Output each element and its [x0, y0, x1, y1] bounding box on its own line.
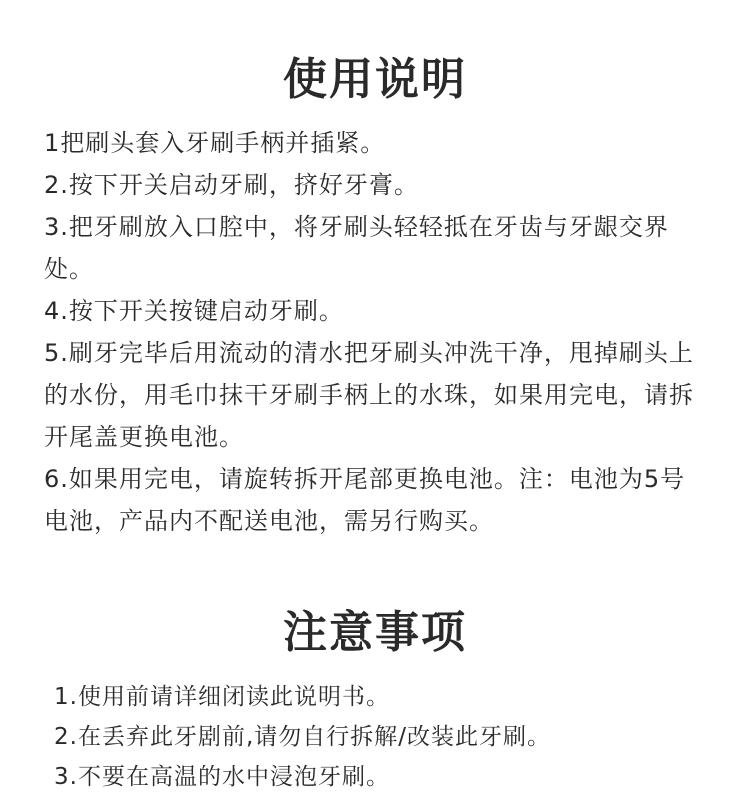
usage-step-4: 4.按下开关按键启动牙刷。: [44, 297, 344, 325]
note-item-1: 1.使用前请详细闭读此说明书。: [54, 684, 390, 710]
usage-step-3: 3.把牙刷放入口腔中，将牙刷头轻轻抵在牙齿与牙龈交界处。: [44, 213, 669, 283]
usage-step-2: 2.按下开关启动牙刷，挤好牙膏。: [44, 171, 419, 199]
usage-title: 使用说明: [283, 54, 467, 105]
usage-step-6: 6.如果用完电，请旋转拆开尾部更换电池。注：电池为5号电池，产品内不配送电池，需另行购买。: [44, 465, 686, 535]
usage-step-5: 5.刷牙完毕后用流动的清水把牙刷头冲洗干净，甩掉刷头上的水份，用毛巾抹干牙刷手柄上的水珠，如果用完电，请拆开尾盖更换电池。: [44, 339, 694, 451]
notes-list: [54, 677, 704, 797]
note-item-2: 2.在丢弃此牙剧前,请勿自行拆解/改装此牙刷。: [54, 724, 552, 750]
notes-title: 注意事项: [283, 607, 467, 658]
note-item-3: 3.不要在高温的水中浸泡牙刷。: [54, 764, 390, 790]
usage-steps: [44, 122, 694, 542]
usage-step-1: 1把刷头套入牙刷手柄并插紧。: [44, 129, 386, 157]
